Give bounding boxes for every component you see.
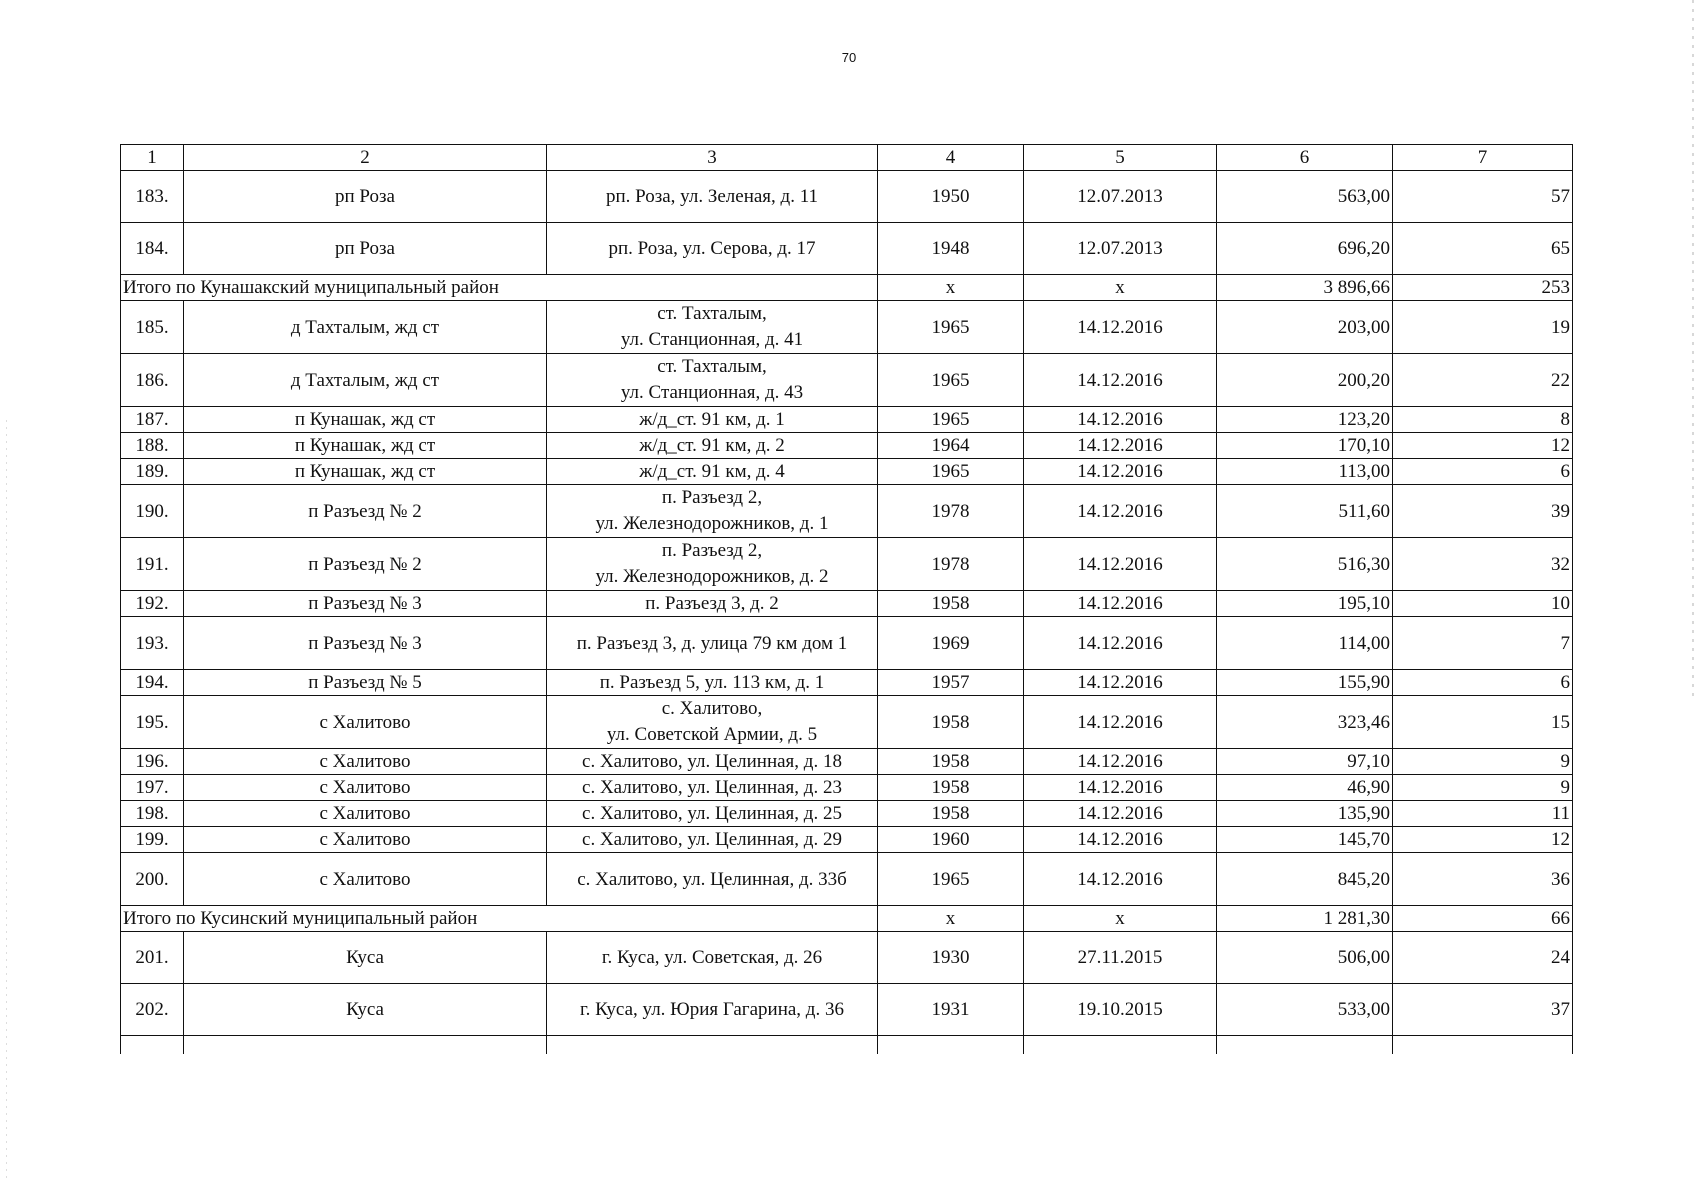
count-cell: 24 <box>1393 932 1573 984</box>
empty-cell <box>878 1036 1024 1055</box>
year-cell: 1978 <box>878 485 1024 538</box>
address-cell: рп. Роза, ул. Зеленая, д. 11 <box>547 171 878 223</box>
row-number: 191. <box>121 538 184 591</box>
count-cell: 9 <box>1393 775 1573 801</box>
column-number-2: 2 <box>184 145 547 171</box>
settlement-cell: п Разъезд № 3 <box>184 591 547 617</box>
page-number: 70 <box>841 50 857 65</box>
subtotal-row <box>121 906 1573 932</box>
settlement-cell: п Разъезд № 2 <box>184 485 547 538</box>
address-cell: ж/д_ст. 91 км, д. 1 <box>547 407 878 433</box>
area-cell: 123,20 <box>1217 407 1393 433</box>
settlement-cell: Куса <box>184 984 547 1036</box>
settlement-cell: с Халитово <box>184 827 547 853</box>
address-cell: с. Халитово, ул. Целинная, д. 33б <box>547 853 878 906</box>
settlement-cell: рп Роза <box>184 223 547 275</box>
empty-cell <box>121 1036 184 1055</box>
year-cell: 1948 <box>878 223 1024 275</box>
address-line: ул. Советской Армии, д. 5 <box>606 724 818 745</box>
row-number: 197. <box>121 775 184 801</box>
address-line: п. Разъезд 2, <box>661 487 763 508</box>
continuation-row <box>121 1036 1573 1055</box>
area-cell: 563,00 <box>1217 171 1393 223</box>
area-cell: 114,00 <box>1217 617 1393 670</box>
date-cell: 14.12.2016 <box>1024 485 1217 538</box>
date-cell: 14.12.2016 <box>1024 617 1217 670</box>
address-cell: г. Куса, ул. Советская, д. 26 <box>547 932 878 984</box>
area-cell: 506,00 <box>1217 932 1393 984</box>
address-cell <box>547 485 878 538</box>
row-number: 199. <box>121 827 184 853</box>
date-cell: 14.12.2016 <box>1024 775 1217 801</box>
count-cell: 8 <box>1393 407 1573 433</box>
table-row <box>121 223 1573 275</box>
area-total-cell: 3 896,66 <box>1217 275 1393 301</box>
date-cell: 27.11.2015 <box>1024 932 1217 984</box>
area-cell: 323,46 <box>1217 696 1393 749</box>
count-cell: 57 <box>1393 171 1573 223</box>
count-cell: 36 <box>1393 853 1573 906</box>
table-row <box>121 617 1573 670</box>
count-cell: 12 <box>1393 827 1573 853</box>
settlement-cell: п Кунашак, жд ст <box>184 433 547 459</box>
scan-edge-artifact <box>6 420 7 1180</box>
table-header-row <box>121 145 1573 171</box>
settlement-cell: Куса <box>184 932 547 984</box>
date-cell: 14.12.2016 <box>1024 591 1217 617</box>
year-cell: 1958 <box>878 801 1024 827</box>
address-cell <box>547 354 878 407</box>
year-cell: 1965 <box>878 354 1024 407</box>
year-cell: х <box>878 906 1024 932</box>
area-cell: 516,30 <box>1217 538 1393 591</box>
year-cell: 1950 <box>878 171 1024 223</box>
address-cell: с. Халитово, ул. Целинная, д. 25 <box>547 801 878 827</box>
table-row <box>121 749 1573 775</box>
table-row <box>121 775 1573 801</box>
address-cell <box>547 696 878 749</box>
address-cell: рп. Роза, ул. Серова, д. 17 <box>547 223 878 275</box>
date-cell: 14.12.2016 <box>1024 749 1217 775</box>
count-cell: 6 <box>1393 459 1573 485</box>
row-number: 201. <box>121 932 184 984</box>
settlement-cell: рп Роза <box>184 171 547 223</box>
area-total-cell: 1 281,30 <box>1217 906 1393 932</box>
address-line: п. Разъезд 2, <box>661 540 763 561</box>
settlement-cell: с Халитово <box>184 696 547 749</box>
empty-cell <box>1393 1036 1573 1055</box>
table-row <box>121 932 1573 984</box>
date-cell: 14.12.2016 <box>1024 827 1217 853</box>
settlement-cell: п Разъезд № 3 <box>184 617 547 670</box>
year-cell: 1957 <box>878 670 1024 696</box>
row-number: 194. <box>121 670 184 696</box>
empty-cell <box>547 1036 878 1055</box>
table-row <box>121 538 1573 591</box>
row-number: 193. <box>121 617 184 670</box>
year-cell: 1965 <box>878 853 1024 906</box>
housing-table <box>120 144 1573 1054</box>
count-cell: 10 <box>1393 591 1573 617</box>
table-row <box>121 171 1573 223</box>
year-cell: 1930 <box>878 932 1024 984</box>
count-cell: 37 <box>1393 984 1573 1036</box>
scan-edge-artifact <box>1692 0 1694 700</box>
row-number: 188. <box>121 433 184 459</box>
count-cell: 15 <box>1393 696 1573 749</box>
table-row <box>121 853 1573 906</box>
table-row <box>121 459 1573 485</box>
year-cell: 1958 <box>878 775 1024 801</box>
address-cell: п. Разъезд 5, ул. 113 км, д. 1 <box>547 670 878 696</box>
settlement-cell: с Халитово <box>184 853 547 906</box>
row-number: 189. <box>121 459 184 485</box>
row-number: 184. <box>121 223 184 275</box>
year-cell: 1931 <box>878 984 1024 1036</box>
row-number: 200. <box>121 853 184 906</box>
date-cell: 14.12.2016 <box>1024 670 1217 696</box>
address-cell <box>547 538 878 591</box>
date-cell: 14.12.2016 <box>1024 354 1217 407</box>
address-cell: п. Разъезд 3, д. 2 <box>547 591 878 617</box>
area-cell: 845,20 <box>1217 853 1393 906</box>
date-cell: 14.12.2016 <box>1024 538 1217 591</box>
count-cell: 9 <box>1393 749 1573 775</box>
empty-cell <box>184 1036 547 1055</box>
date-cell: х <box>1024 275 1217 301</box>
date-cell: 19.10.2015 <box>1024 984 1217 1036</box>
row-number: 183. <box>121 171 184 223</box>
count-total-cell: 253 <box>1393 275 1573 301</box>
year-cell: 1965 <box>878 407 1024 433</box>
settlement-cell: п Кунашак, жд ст <box>184 459 547 485</box>
subtotal-row <box>121 275 1573 301</box>
year-cell: 1958 <box>878 591 1024 617</box>
year-cell: 1958 <box>878 749 1024 775</box>
count-cell: 19 <box>1393 301 1573 354</box>
address-cell: с. Халитово, ул. Целинная, д. 29 <box>547 827 878 853</box>
table-row <box>121 591 1573 617</box>
date-cell: 14.12.2016 <box>1024 459 1217 485</box>
area-cell: 533,00 <box>1217 984 1393 1036</box>
count-cell: 12 <box>1393 433 1573 459</box>
date-cell: 14.12.2016 <box>1024 407 1217 433</box>
count-cell: 39 <box>1393 485 1573 538</box>
row-number: 195. <box>121 696 184 749</box>
table-row <box>121 301 1573 354</box>
area-cell: 97,10 <box>1217 749 1393 775</box>
area-cell: 195,10 <box>1217 591 1393 617</box>
column-number-5: 5 <box>1024 145 1217 171</box>
table-row <box>121 485 1573 538</box>
settlement-cell: д Тахталым, жд ст <box>184 301 547 354</box>
settlement-cell: п Кунашак, жд ст <box>184 407 547 433</box>
address-cell <box>547 301 878 354</box>
count-cell: 6 <box>1393 670 1573 696</box>
address-line: ул. Железнодорожников, д. 1 <box>595 513 829 534</box>
empty-cell <box>1217 1036 1393 1055</box>
settlement-cell: с Халитово <box>184 775 547 801</box>
year-cell: 1960 <box>878 827 1024 853</box>
year-cell: 1965 <box>878 459 1024 485</box>
address-line: ул. Железнодорожников, д. 2 <box>595 566 829 587</box>
date-cell: 12.07.2013 <box>1024 171 1217 223</box>
area-cell: 46,90 <box>1217 775 1393 801</box>
date-cell: х <box>1024 906 1217 932</box>
count-cell: 32 <box>1393 538 1573 591</box>
column-number-7: 7 <box>1393 145 1573 171</box>
year-cell: 1964 <box>878 433 1024 459</box>
year-cell: 1969 <box>878 617 1024 670</box>
area-cell: 203,00 <box>1217 301 1393 354</box>
settlement-cell: п Разъезд № 5 <box>184 670 547 696</box>
date-cell: 14.12.2016 <box>1024 853 1217 906</box>
address-cell: п. Разъезд 3, д. улица 79 км дом 1 <box>547 617 878 670</box>
year-cell: 1958 <box>878 696 1024 749</box>
column-number-1: 1 <box>121 145 184 171</box>
row-number: 185. <box>121 301 184 354</box>
column-number-4: 4 <box>878 145 1024 171</box>
address-line: ул. Станционная, д. 41 <box>620 329 804 350</box>
count-total-cell: 66 <box>1393 906 1573 932</box>
settlement-cell: п Разъезд № 2 <box>184 538 547 591</box>
area-cell: 145,70 <box>1217 827 1393 853</box>
subtotal-label: Итого по Кунашакский муниципальный район <box>121 275 878 301</box>
row-number: 198. <box>121 801 184 827</box>
row-number: 196. <box>121 749 184 775</box>
row-number: 192. <box>121 591 184 617</box>
table-row <box>121 801 1573 827</box>
year-cell: х <box>878 275 1024 301</box>
area-cell: 135,90 <box>1217 801 1393 827</box>
address-line: ст. Тахталым, <box>657 303 767 324</box>
area-cell: 696,20 <box>1217 223 1393 275</box>
settlement-cell: д Тахталым, жд ст <box>184 354 547 407</box>
address-cell: г. Куса, ул. Юрия Гагарина, д. 36 <box>547 984 878 1036</box>
count-cell: 11 <box>1393 801 1573 827</box>
settlement-cell: с Халитово <box>184 801 547 827</box>
table-row <box>121 984 1573 1036</box>
year-cell: 1965 <box>878 301 1024 354</box>
column-number-6: 6 <box>1217 145 1393 171</box>
address-line: ст. Тахталым, <box>657 356 767 377</box>
table-row <box>121 407 1573 433</box>
area-cell: 511,60 <box>1217 485 1393 538</box>
date-cell: 14.12.2016 <box>1024 696 1217 749</box>
column-number-3: 3 <box>547 145 878 171</box>
empty-cell <box>1024 1036 1217 1055</box>
row-number: 202. <box>121 984 184 1036</box>
row-number: 190. <box>121 485 184 538</box>
address-cell: с. Халитово, ул. Целинная, д. 23 <box>547 775 878 801</box>
count-cell: 65 <box>1393 223 1573 275</box>
address-line: с. Халитово, <box>661 698 763 719</box>
subtotal-label: Итого по Кусинский муниципальный район <box>121 906 878 932</box>
area-cell: 200,20 <box>1217 354 1393 407</box>
count-cell: 7 <box>1393 617 1573 670</box>
date-cell: 14.12.2016 <box>1024 433 1217 459</box>
date-cell: 12.07.2013 <box>1024 223 1217 275</box>
table-row <box>121 670 1573 696</box>
date-cell: 14.12.2016 <box>1024 801 1217 827</box>
table-row <box>121 354 1573 407</box>
address-cell: ж/д_ст. 91 км, д. 2 <box>547 433 878 459</box>
row-number: 186. <box>121 354 184 407</box>
count-cell: 22 <box>1393 354 1573 407</box>
table-row <box>121 827 1573 853</box>
year-cell: 1978 <box>878 538 1024 591</box>
address-cell: ж/д_ст. 91 км, д. 4 <box>547 459 878 485</box>
table-row <box>121 696 1573 749</box>
address-cell: с. Халитово, ул. Целинная, д. 18 <box>547 749 878 775</box>
area-cell: 155,90 <box>1217 670 1393 696</box>
date-cell: 14.12.2016 <box>1024 301 1217 354</box>
area-cell: 170,10 <box>1217 433 1393 459</box>
area-cell: 113,00 <box>1217 459 1393 485</box>
settlement-cell: с Халитово <box>184 749 547 775</box>
table-row <box>121 433 1573 459</box>
row-number: 187. <box>121 407 184 433</box>
address-line: ул. Станционная, д. 43 <box>620 382 804 403</box>
